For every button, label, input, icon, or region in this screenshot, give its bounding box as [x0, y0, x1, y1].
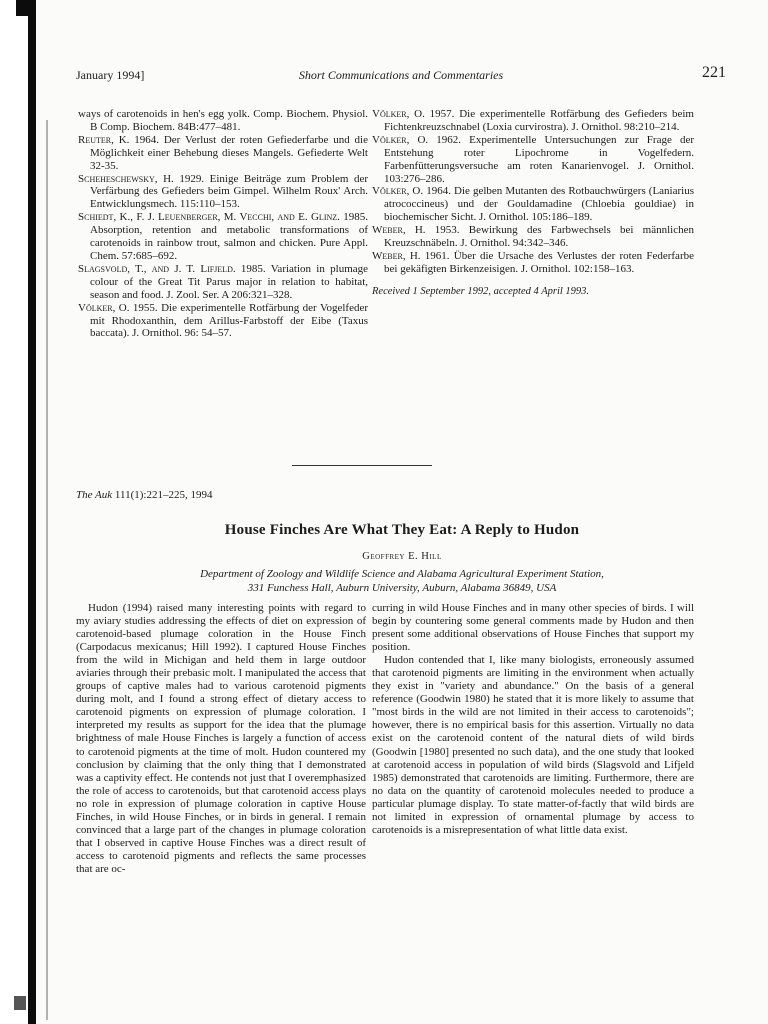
reference: Weber, H. 1961. Über die Ursache des Verlustes der roten Federfarbe bei gekäfigten Birkenzeisigen. J. Ornithol. 102:158–163.	[372, 249, 694, 275]
affiliation-line: 331 Funchess Hall, Auburn University, Auburn, Alabama 36849, USA	[247, 582, 557, 594]
received-date: Received 1 September 1992, accepted 4 April 1993.	[372, 285, 590, 297]
scan-shadow-line	[46, 120, 48, 1020]
reference: Völker, O. 1962. Experimentelle Untersuchungen zur Frage der Entstehung roter Lipochrome in Vogelfedern. Farbenfütterungsversuche am roten Kanarienvogel. J. Ornithol. 103:276–286.	[372, 133, 694, 185]
journal-page	[36, 0, 768, 1024]
reference: Slagsvold, T., and J. T. Lifjeld. 1985. Variation in plumage colour of the Great Tit Parus major in relation to habitat, season and food. J. Zool. Ser. A 206:321–328.	[78, 262, 369, 301]
article-author: Geoffrey E. Hill	[362, 551, 442, 562]
body-paragraph: Hudon contended that I, like many biologists, erroneously assumed that carotenoid pigments are limiting in the environment when actually they exist in "variety and abundance." On the basis of a general reference (Goodwin 1980) he stated that it is more likely to assume that "most birds in the wild are not limited in their access to carotenoids"; however, there is no empirical basis for this assertion. Virtually no data exist on the carotenoid content of the natural diets of wild birds (Goodwin [1980] presented no such data), and the one study that looked at carotenoid access in population of wild birds (Slagsvold and Lifjeld 1985) demonstrated that carotenoids are limiting. Furthermore, there are no data on the quantity of carotenoid molecules needed to produce a particular plumage display. To state matter-of-factly that wild birds are not limited in expression of ornamental plumage by access to carotenoids is a misrepresentation of what little data exist.	[372, 654, 694, 836]
page-number: 221	[702, 64, 726, 81]
body-left-column	[76, 602, 366, 876]
body-right-column	[372, 602, 694, 837]
article-title: House Finches Are What They Eat: A Reply to Hudon	[224, 522, 580, 538]
binding-mark	[14, 996, 26, 1010]
reference: Scheheschewsky, H. 1929. Einige Beiträge zum Problem der Verfärbung des Gefieders beim Gimpel. Wilhelm Roux' Arch. Entwicklungsmech. 115:110–153.	[78, 172, 369, 211]
scan-binding-margin	[0, 0, 36, 1024]
reference: Reuter, K. 1964. Der Verlust der roten Gefiederfarbe und die Möglichkeit einer Behebung dieses Mangels. Gefiederte Welt 32-35.	[78, 133, 368, 172]
article-citation	[76, 489, 212, 501]
header-section: Short Communications and Commentaries	[298, 68, 504, 82]
reference: Völker, O. 1957. Die experimentelle Rotfärbung des Gefieders beim Fichtenkreuzschnabel (Loxia curvirostra). J. Ornithol. 98:210–214.	[372, 108, 694, 133]
citation-volume: 111(1):221–225, 1994	[114, 489, 213, 501]
binding-corner	[16, 0, 37, 16]
reference: ways of carotenoids in hen's egg yolk. Comp. Biochem. Physiol. B Comp. Biochem. 84B:477–481.	[78, 108, 368, 133]
header-date: January 1994]	[76, 68, 145, 82]
body-paragraph: Hudon (1994) raised many interesting points with regard to my aviary studies addressing the effects of diet on expression of carotenoid-based plumage coloration in the House Finch (Carpodacus mexicanus; Hill 1992). I captured House Finches from the wild in Michigan and held them in large outdoor aviaries through their prebasic molt. I manipulated the access that groups of captive males had to various carotenoid pigments during molt, and I found a strong effect of dietary access to carotenoid pigments on expression of plumage coloration. I interpreted my results as support for the idea that the plumage brightness of male House Finches is largely a function of access to carotenoid pigments at the time of molt. Hudon countered my conclusion by claiming that the only thing that I demonstrated was a captivity effect. He contends not just that I overemphasized the role of access to carotenoids, but that carotenoid access plays no role in expression of plumage coloration in captive House Finches, in wild House Finches, or in birds in general. I remain convinced that a large part of the changes in plumage coloration that I observed in captive House Finches was a direct result of access to carotenoid pigments and reflects the same processes that are oc-	[76, 602, 366, 875]
reference: Weber, H. 1953. Bewirkung des Farbwechsels bei männlichen Kreuzschnäbeln. J. Ornithol. 94:342–346.	[372, 224, 695, 250]
references-left-column	[78, 108, 368, 340]
author-affiliation	[96, 567, 708, 595]
journal-name: The Auk	[76, 489, 113, 501]
reference: Schiedt, K., F. J. Leuenberger, M. Vecchi, and E. Glinz. 1985. Absorption, retention and metabolic transformations of carotenoids in rainbow trout, salmon and chicken. Pure Appl. Chem. 57:685–692.	[78, 211, 369, 262]
affiliation-line: Department of Zoology and Wildlife Science and Alabama Agricultural Experiment Station,	[200, 568, 604, 580]
running-header	[76, 64, 726, 84]
body-paragraph: curring in wild House Finches and in many other species of birds. I will begin by countering some general comments made by Hudon and then present some additional observations of House Finches that support my position.	[372, 602, 694, 654]
references-right-column	[372, 108, 694, 309]
section-divider	[292, 465, 432, 466]
reference: Völker, O. 1955. Die experimentelle Rotfärbung der Vogelfeder mit Rhodoxanthin, dem Arillus-Farbstoff der Eibe (Taxus baccata). J. Ornithol. 96: 54–57.	[78, 301, 368, 340]
reference: Völker, O. 1964. Die gelben Mutanten des Rotbauchwürgers (Laniarius atrococcineus) und der Gouldamadine (Chloebia gouldiae) in biochemischer Sicht. J. Ornithol. 105:186–189.	[372, 185, 694, 224]
